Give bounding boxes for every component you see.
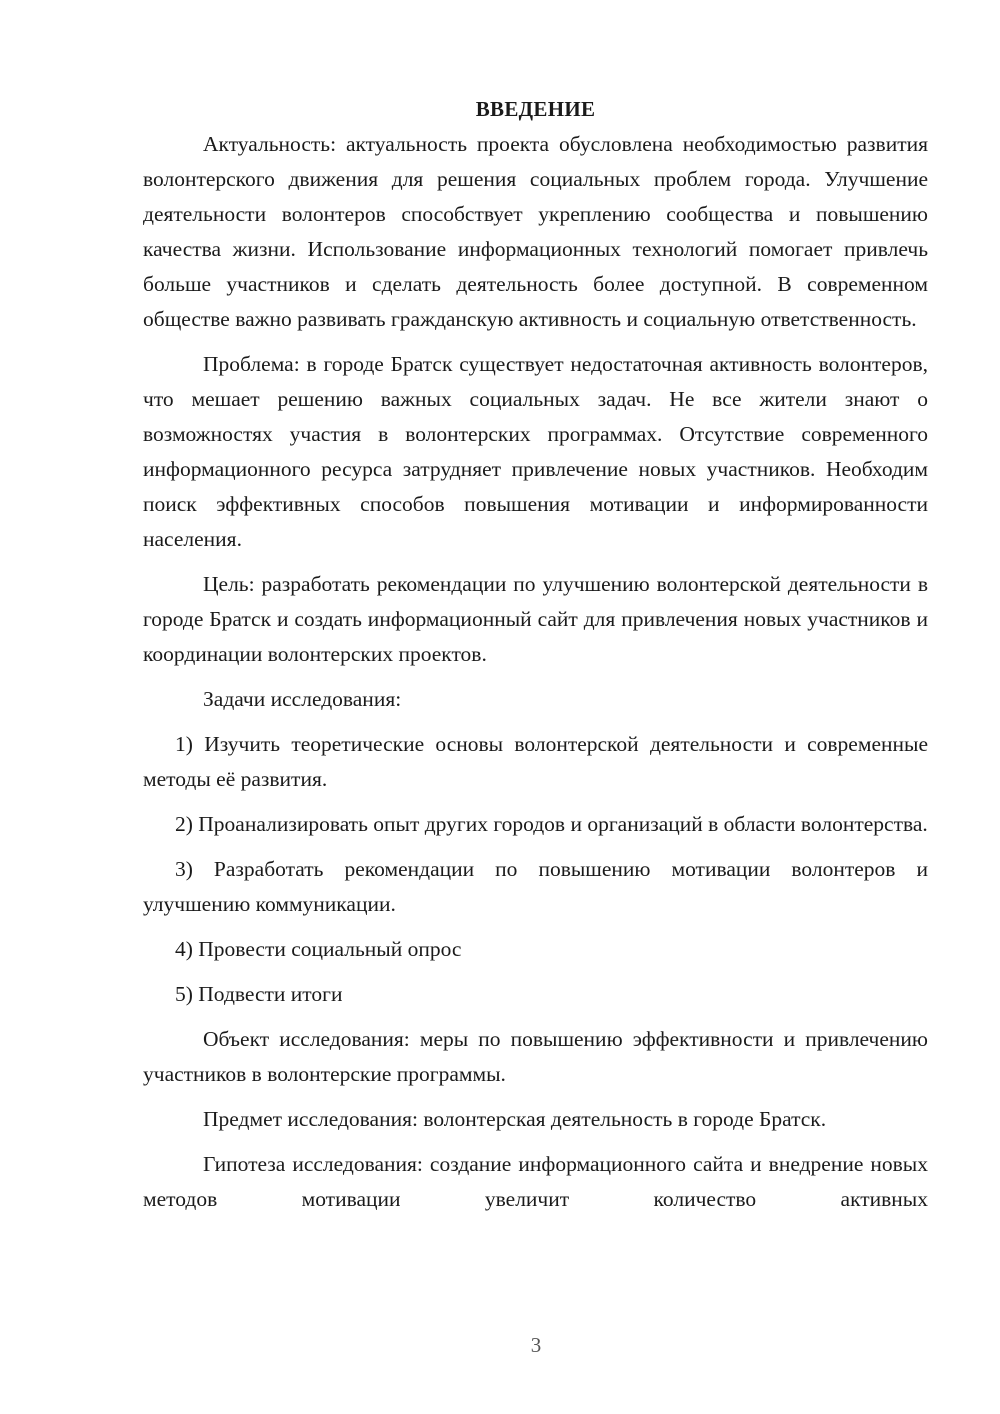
task-item: 2) Проанализировать опыт других городов и организаций в области волонтерства. (175, 812, 928, 836)
task-item: 4) Провести социальный опрос (175, 937, 462, 961)
relevance-paragraph: Актуальность: актуальность проекта обусловлена необходимостью развития волонтерского движения для решения социальных проблем города. Улучшение деятельности волонтеров способствует укреплению сообщества и повышению качества жизни. Использование информационных технологий помогает привлечь больше участников и сделать деятельность более доступной. В современном обществе важно развивать гражданскую активность и социальную ответственность. (143, 132, 928, 331)
goal-paragraph: Цель: разработать рекомендации по улучшению волонтерской деятельности в городе Братск и создать информационный сайт для привлечения новых участников и координации волонтерских проектов. (143, 572, 928, 666)
task-item: 1) Изучить теоретические основы волонтерской деятельности и современные методы её развития. (143, 732, 928, 791)
section-title: ВВЕДЕНИЕ (475, 97, 596, 121)
task-item: 3) Разработать рекомендации по повышению мотивации волонтеров и улучшению коммуникации. (143, 857, 928, 916)
hypothesis-paragraph: Гипотеза исследования: создание информационного сайта и внедрение новых методов мотивации увеличит количество активных (143, 1152, 928, 1211)
page-number: 3 (530, 1333, 542, 1357)
document-page (143, 92, 928, 1227)
problem-paragraph: Проблема: в городе Братск существует недостаточная активность волонтеров, что мешает решению важных социальных задач. Не все жители знают о возможностях участия в волонтерских программах. Отсутствие современного информационного ресурса затрудняет привлечение новых участников. Необходим поиск эффективных способов повышения мотивации и информированности населения. (143, 352, 928, 551)
task-list (143, 727, 928, 1012)
object-paragraph: Объект исследования: меры по повышению эффективности и привлечению участников в волонтерские программы. (143, 1027, 928, 1086)
subject-paragraph: Предмет исследования: волонтерская деятельность в городе Братск. (203, 1107, 827, 1131)
tasks-heading: Задачи исследования: (203, 687, 402, 711)
task-item: 5) Подвести итоги (175, 982, 343, 1006)
